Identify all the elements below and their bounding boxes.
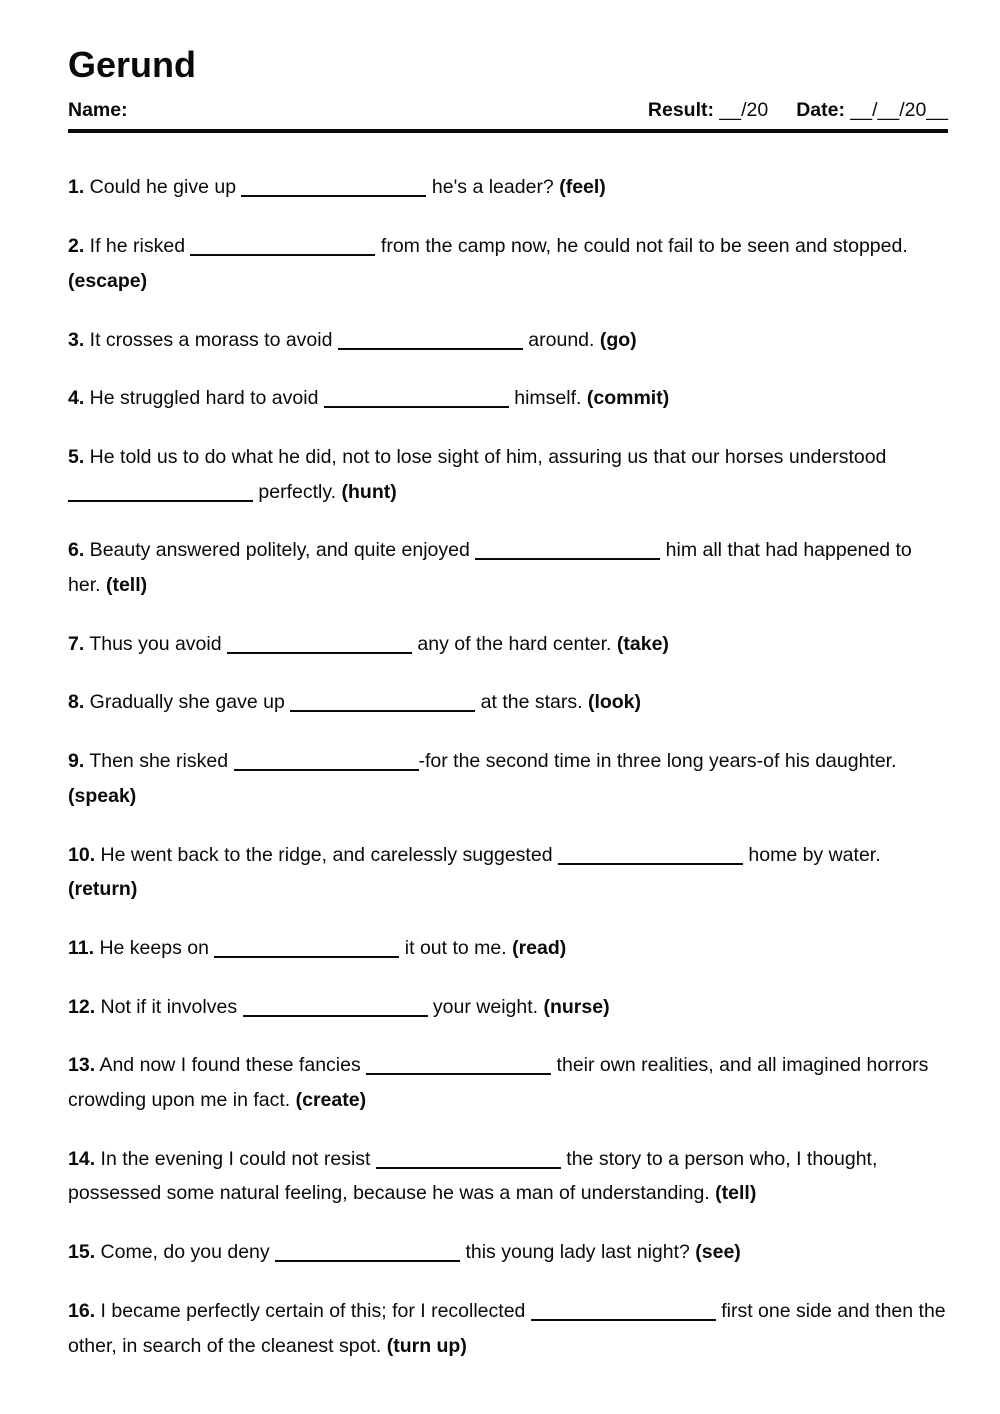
verb-hint: (look) (587, 691, 642, 714)
question-text-post: your weight. (427, 995, 544, 1018)
question-text-pre: He struggled hard to avoid (84, 387, 324, 410)
question-number: 12. (68, 995, 96, 1018)
answer-blank[interactable] (241, 194, 426, 197)
question-text-pre: He keeps on (94, 936, 215, 959)
question-text-post: around. (522, 328, 600, 351)
answer-blank[interactable] (68, 499, 253, 502)
question-number: 16. (68, 1299, 96, 1322)
question-14 (68, 1142, 948, 1211)
question-number: 9. (68, 750, 85, 773)
question-5 (68, 440, 948, 509)
question-text-pre: Gradually she gave up (84, 691, 291, 714)
question-number: 3. (68, 328, 85, 351)
question-text-post: the story to a person who, I thought, possessed some natural feeling, because he was a man of understanding. (68, 1147, 878, 1205)
answer-blank[interactable] (227, 651, 412, 654)
verb-hint: (tell) (715, 1182, 757, 1205)
answer-blank[interactable] (338, 347, 523, 350)
answer-blank[interactable] (531, 1318, 716, 1321)
question-6 (68, 533, 948, 602)
verb-hint: (commit) (586, 387, 670, 410)
question-number: 6. (68, 539, 85, 562)
question-text-post: him all that had happened to her. (68, 539, 912, 597)
question-number: 1. (68, 176, 85, 199)
question-text-post: at the stars. (475, 691, 588, 714)
question-text-post: perfectly. (253, 480, 342, 503)
question-text-pre: In the evening I could not resist (95, 1147, 376, 1170)
result-value: __/20 (714, 99, 769, 122)
question-text-pre: Not if it involves (95, 995, 243, 1018)
question-4 (68, 381, 948, 416)
verb-hint: (turn up) (386, 1334, 467, 1357)
answer-blank[interactable] (275, 1259, 460, 1262)
question-16 (68, 1294, 948, 1363)
verb-hint: (read) (512, 936, 567, 959)
question-text-post: any of the hard center. (412, 632, 617, 655)
answer-blank[interactable] (214, 955, 399, 958)
question-9 (68, 744, 948, 813)
name-label: Name: (68, 99, 128, 122)
question-15 (68, 1235, 948, 1270)
question-text-pre: I became perfectly certain of this; for I recollected (95, 1299, 531, 1322)
question-text-post: himself. (508, 387, 587, 410)
question-1 (68, 170, 948, 205)
answer-blank[interactable] (190, 253, 375, 256)
question-number: 10. (68, 843, 96, 866)
question-text-post: he's a leader? (426, 176, 560, 199)
question-number: 14. (68, 1147, 96, 1170)
verb-hint: (escape) (68, 269, 148, 292)
question-number: 4. (68, 387, 85, 410)
verb-hint: (create) (295, 1089, 367, 1112)
question-text-post: it out to me. (399, 936, 513, 959)
verb-hint: (tell) (105, 574, 148, 597)
question-12 (68, 990, 948, 1025)
answer-blank[interactable] (234, 768, 419, 771)
question-7 (68, 627, 948, 662)
answer-blank[interactable] (366, 1072, 551, 1075)
question-text-pre: Beauty answered politely, and quite enjoyed (84, 539, 476, 562)
verb-hint: (hunt) (341, 480, 397, 503)
question-text-post: this young lady last night? (460, 1241, 696, 1264)
answer-blank[interactable] (243, 1014, 428, 1017)
result-date-group (648, 99, 948, 122)
answer-blank[interactable] (558, 862, 743, 865)
question-number: 8. (68, 691, 85, 714)
verb-hint: (nurse) (543, 995, 610, 1018)
question-text-post: from the camp now, he could not fail to be seen and stopped. (375, 235, 908, 258)
question-number: 5. (68, 445, 85, 468)
question-text-post: -for the second time in three long years-of his daughter. (418, 750, 897, 773)
verb-hint: (return) (68, 878, 138, 901)
verb-hint: (see) (695, 1241, 741, 1264)
question-13 (68, 1048, 948, 1117)
header-divider-name-line (68, 129, 948, 133)
header-meta-row (68, 99, 948, 122)
question-text-post: home by water. (742, 843, 881, 866)
page-title: Gerund (68, 44, 197, 85)
question-text-pre: Then she risked (84, 750, 234, 773)
date-label: Date: (796, 99, 845, 122)
verb-hint: (speak) (68, 784, 137, 807)
verb-hint: (feel) (559, 176, 606, 199)
question-text-pre: He went back to the ridge, and carelessly suggested (95, 843, 558, 866)
verb-hint: (go) (599, 328, 637, 351)
question-text-pre: Could he give up (84, 176, 242, 199)
question-text-post: first one side and then the other, in search of the cleanest spot. (68, 1299, 946, 1357)
question-text-pre: He told us to do what he did, not to lose sight of him, assuring us that our horses understood (84, 445, 887, 468)
question-10 (68, 838, 948, 907)
question-text-pre: Come, do you deny (95, 1241, 276, 1264)
question-text-pre: Thus you avoid (84, 632, 227, 655)
answer-blank[interactable] (475, 557, 660, 560)
question-number: 11. (68, 936, 95, 959)
question-text-pre: And now I found these fancies (95, 1054, 367, 1077)
answer-blank[interactable] (290, 709, 475, 712)
question-11 (68, 931, 948, 966)
verb-hint: (take) (616, 632, 669, 655)
question-2 (68, 229, 948, 298)
question-text-pre: If he risked (84, 235, 191, 258)
question-text-post: their own realities, and all imagined horrors crowding upon me in fact. (68, 1054, 929, 1112)
result-label: Result: (647, 99, 714, 122)
answer-blank[interactable] (324, 405, 509, 408)
question-number: 2. (68, 235, 85, 258)
question-number: 7. (68, 632, 85, 655)
question-8 (68, 685, 948, 720)
question-number: 15. (68, 1241, 96, 1264)
question-number: 13. (68, 1054, 96, 1077)
answer-blank[interactable] (376, 1166, 561, 1169)
question-3 (68, 323, 948, 358)
date-value: __/__/20__ (844, 99, 948, 122)
question-text-pre: It crosses a morass to avoid (84, 328, 338, 351)
